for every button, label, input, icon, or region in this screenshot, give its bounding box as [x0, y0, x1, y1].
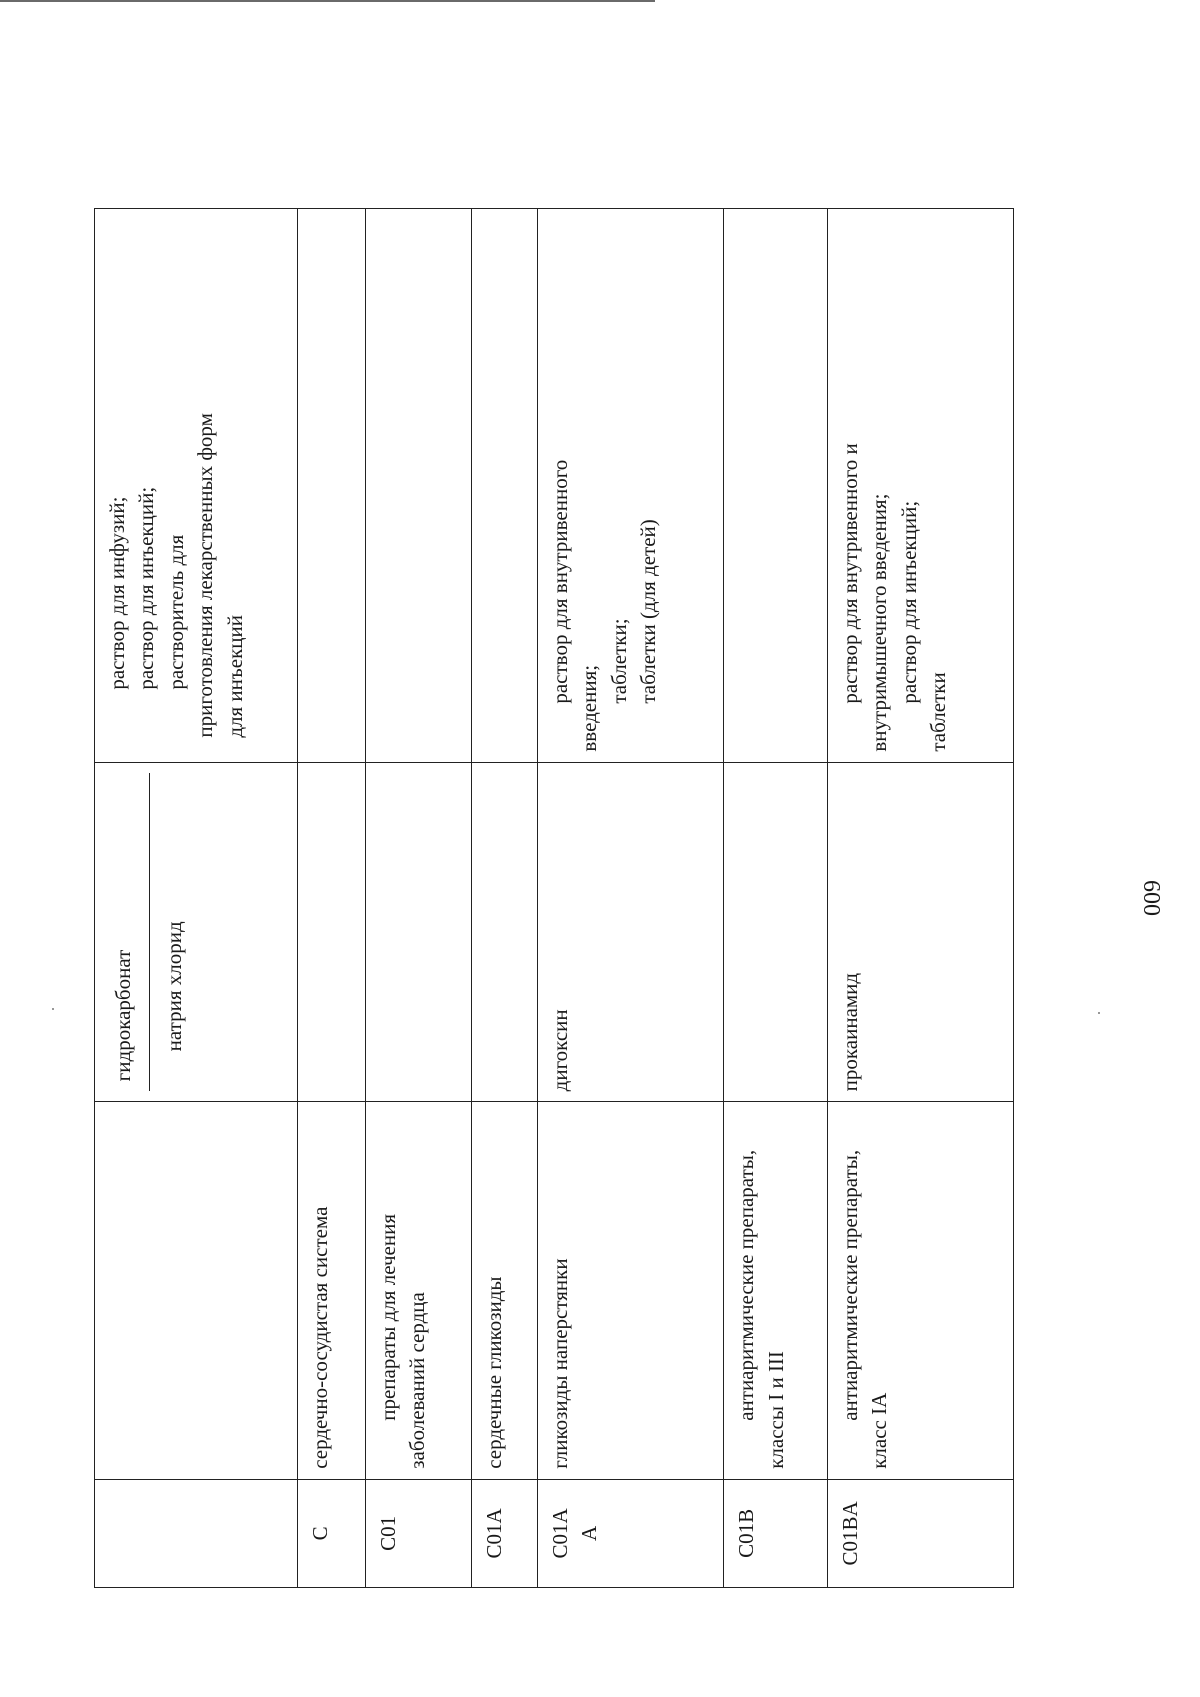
name-cell: [365, 1102, 471, 1479]
form-line: таблетки;: [606, 618, 631, 704]
form-line: для инъекций: [222, 614, 247, 738]
drug-bottom: натрия хлорид: [162, 921, 186, 1052]
drug-table: [94, 208, 1014, 1588]
drug-cell: прокаинамид: [827, 762, 1013, 1102]
name-cell: [95, 1102, 298, 1479]
code-line: A: [577, 1525, 602, 1541]
name-line: классы I и III: [763, 1351, 788, 1469]
form-line: таблетки (для детей): [636, 519, 661, 704]
form-line: внутримышечного введения;: [867, 493, 892, 752]
drug-cell: [472, 762, 538, 1102]
code-cell: C01: [365, 1479, 471, 1587]
form-line: раствор для внутривенного и: [837, 443, 862, 704]
name-cell: гликозиды наперстянки: [537, 1102, 723, 1479]
scan-speck: [52, 1008, 54, 1010]
form-line: таблетки: [925, 672, 950, 752]
name-line: антиаритмические препараты,: [837, 1149, 862, 1421]
name-cell: [827, 1102, 1013, 1479]
form-line: растворитель для: [163, 534, 188, 690]
table-row: [724, 209, 828, 1588]
drug-top: гидрокарбонат: [103, 773, 150, 1092]
form-cell: [724, 209, 828, 763]
form-cell: [827, 209, 1013, 763]
form-cell: [472, 209, 538, 763]
code-line: C01A: [547, 1508, 572, 1559]
table-row: [297, 209, 365, 1588]
table-row: [537, 209, 723, 1588]
form-line: раствор для инъекций;: [896, 500, 921, 704]
form-cell: [297, 209, 365, 763]
table-row: [95, 209, 298, 1588]
form-line: раствор для инъекций;: [134, 486, 159, 690]
name-cell: сердечно-сосудистая система: [297, 1102, 365, 1479]
name-line: препараты для лечения: [375, 1213, 400, 1421]
form-line: раствор для внутривенного: [547, 459, 572, 704]
form-cell: [365, 209, 471, 763]
table-row: [365, 209, 471, 1588]
name-line: антиаритмические препараты,: [734, 1149, 759, 1421]
rotated-page: [94, 208, 1164, 1588]
form-line: раствор для инфузий;: [105, 496, 129, 690]
code-cell: [537, 1479, 723, 1587]
code-cell: C: [297, 1479, 365, 1587]
scan-edge: [0, 0, 655, 2]
name-line: класс IA: [867, 1392, 892, 1469]
code-cell: C01BA: [827, 1479, 1013, 1587]
name-cell: сердечные гликозиды: [472, 1102, 538, 1479]
code-cell: C01B: [724, 1479, 828, 1587]
drug-cell: [724, 762, 828, 1102]
drug-cell: [297, 762, 365, 1102]
table-row: [472, 209, 538, 1588]
table-row: [827, 209, 1013, 1588]
page-number: 600: [1138, 880, 1164, 916]
scan-speck: [1098, 1012, 1100, 1014]
drug-cell: дигоксин: [537, 762, 723, 1102]
code-cell: C01A: [472, 1479, 538, 1587]
name-cell: [724, 1102, 828, 1479]
drug-cell: [95, 762, 298, 1102]
form-line: приготовления лекарственных форм: [193, 413, 218, 738]
code-cell: [95, 1479, 298, 1587]
form-line: введения;: [577, 664, 602, 752]
sheet: [94, 208, 1164, 1588]
form-cell: [95, 209, 298, 763]
name-line: заболеваний сердца: [405, 1292, 430, 1469]
drug-cell: [365, 762, 471, 1102]
form-cell: [537, 209, 723, 763]
